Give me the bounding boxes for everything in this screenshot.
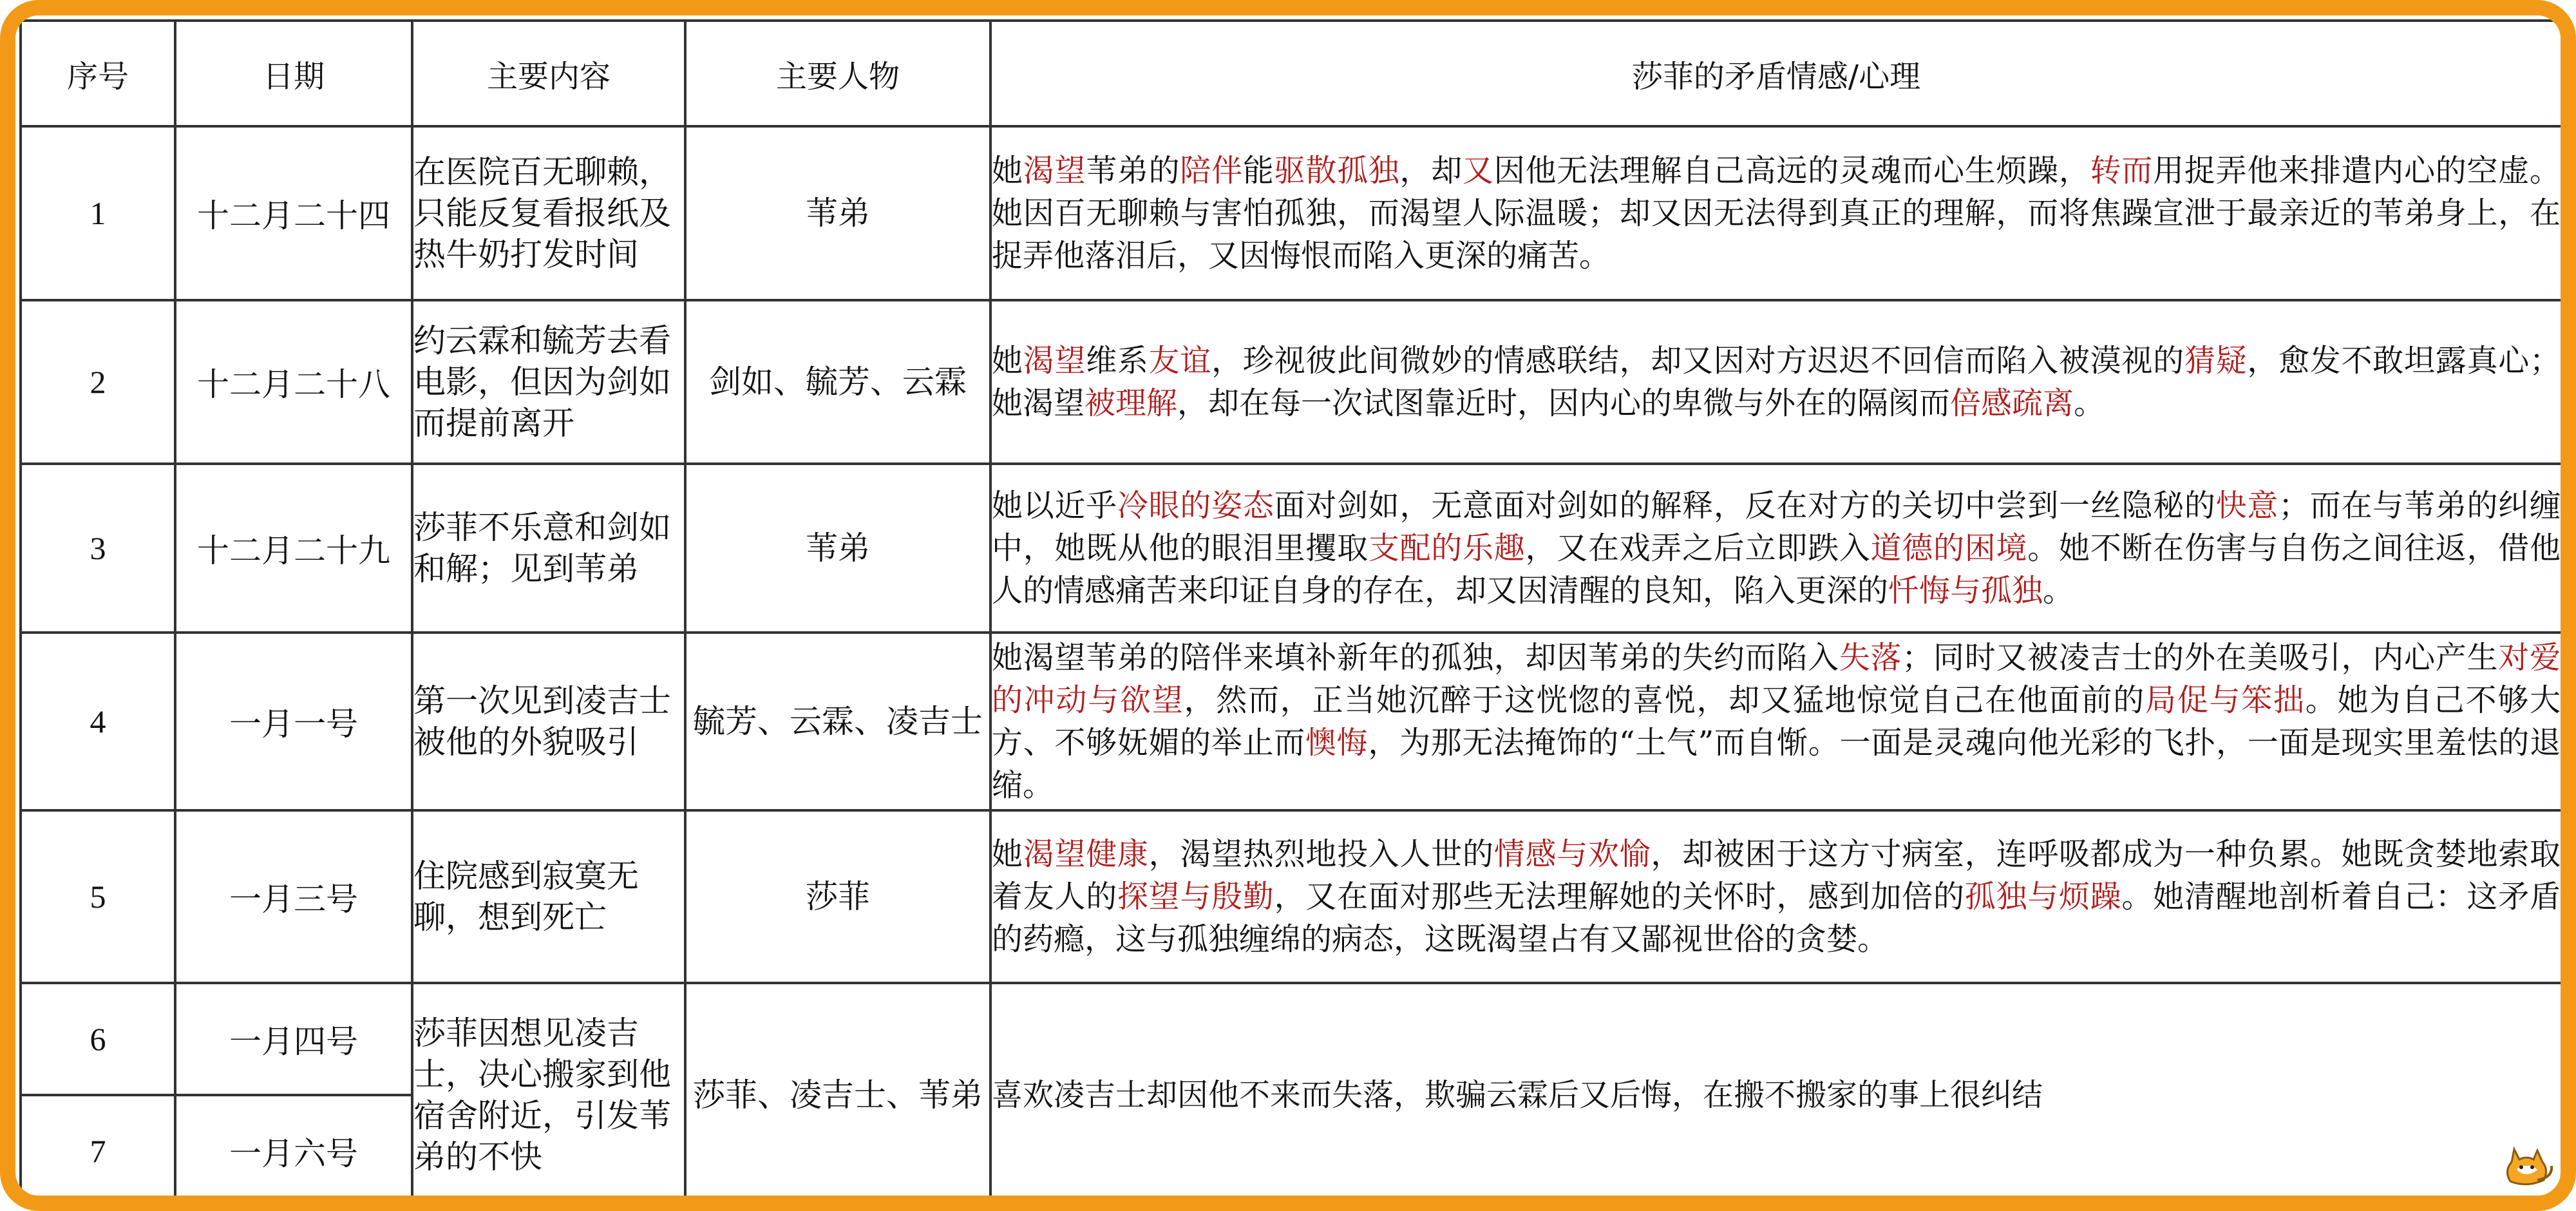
highlight-phrase: 又 [1463,153,1494,189]
text-segment: 。 [2043,573,2074,609]
header-persons: 主要人物 [685,21,990,126]
row-emotion [990,810,2562,983]
row-date: 一月一号 [175,633,412,810]
highlight-phrase: 驱散孤独 [1274,153,1400,189]
row-content: 约云霖和毓芳去看电影，但因为剑如而提前离开 [412,300,685,464]
row-index: 4 [21,633,175,810]
highlight-phrase: 对爱的冲动与欲望 [992,640,2561,718]
row-date: 一月四号 [175,983,412,1095]
text-segment: 因他无法理解自己高远的灵魂而心生烦躁， [1493,153,2090,189]
row-index: 3 [21,464,175,633]
header-content: 主要内容 [412,21,685,126]
text-segment: ，渴望热烈地投入人世的 [1148,836,1494,872]
row-persons: 莎菲、凌吉士、苇弟 [685,983,990,1207]
row-index: 2 [21,300,175,464]
highlight-phrase: 冷眼的姿态 [1117,488,1274,524]
highlight-phrase: 探望与殷勤 [1117,879,1274,915]
row-date: 十二月二十四 [175,126,412,300]
text-segment: 。她为自己不够大方、不够妩媚的举止而 [992,682,2561,761]
row-index: 5 [21,810,175,983]
text-segment: ，为那无法掩饰的“土气”而自惭。一面是灵魂向他光彩的飞扑，一面是现实里羞怯的退缩。 [992,725,2561,803]
highlight-phrase: 支配的乐趣 [1368,530,1526,566]
row-persons: 莎菲 [685,810,990,983]
text-segment: 她 [992,836,1023,872]
highlight-phrase: 懊悔 [1305,725,1368,761]
table-row [21,983,2562,1095]
text-segment: ，却在每一次试图靠近时，因内心的卑微与外在的隔阂而 [1177,385,1951,421]
row-persons: 剑如、毓芳、云霖 [685,300,990,464]
row-date: 十二月二十九 [175,464,412,633]
text-segment: 她 [992,343,1023,379]
row-index: 1 [21,126,175,300]
text-segment: 维系 [1086,343,1149,379]
fox-mascot-icon [2497,1125,2555,1189]
highlight-phrase: 孤独与烦躁 [1964,879,2122,915]
row-index: 7 [21,1095,175,1207]
highlight-phrase: 渴望 [1023,153,1086,189]
row-index: 6 [21,983,175,1095]
highlight-phrase: 道德的困境 [1870,530,2028,566]
highlight-phrase: 局促与笨拙 [2145,682,2306,718]
row-emotion: 喜欢凌吉士却因他不来而失落，欺骗云霖后又后悔，在搬不搬家的事上很纠结 [990,983,2562,1207]
text-segment: ；同时又被凌吉士的外在美吸引，内心产生 [1902,640,2499,676]
text-segment: 。 [2074,385,2105,421]
text-segment: ，又在戏弄之后立即跌入 [1525,530,1871,566]
highlight-phrase: 失落 [1839,640,1902,676]
text-segment: ，珍视彼此间微妙的情感联结，却又因对方迟迟不回信而陷入被漠视的 [1211,343,2184,379]
text-segment: 苇弟的 [1086,153,1180,189]
header-row [21,21,2562,126]
highlight-phrase: 友谊 [1148,343,1212,379]
text-segment: ，却 [1399,153,1463,189]
highlight-phrase: 倍感疏离 [1950,385,2074,421]
row-emotion [990,633,2562,810]
emotion-table [19,19,2563,1208]
row-emotion [990,464,2562,633]
table-row [21,633,2562,810]
highlight-phrase: 渴望健康 [1023,836,1149,872]
row-content: 第一次见到凌吉士被他的外貌吸引 [412,633,685,810]
text-segment: 。她不断在伤害与自伤之间往返，借他人的情感痛苦来印证自身的存在，却又因清醒的良知，陷入更深的 [992,530,2561,609]
row-persons: 苇弟 [685,126,990,300]
text-segment: ，愈发不敢坦露真心；她渴望 [992,343,2561,421]
header-date: 日期 [175,21,412,126]
highlight-phrase: 渴望 [1023,343,1086,379]
highlight-phrase: 猜疑 [2184,343,2248,379]
table-row [21,300,2562,464]
highlight-phrase: 转而 [2090,153,2154,189]
highlight-phrase: 陪伴 [1180,153,1243,189]
highlight-phrase: 情感与欢愉 [1493,836,1651,872]
row-date: 一月三号 [175,810,412,983]
row-content: 住院感到寂寞无聊，想到死亡 [412,810,685,983]
row-persons: 苇弟 [685,464,990,633]
row-date: 十二月二十八 [175,300,412,464]
header-emotion: 莎菲的矛盾情感/心理 [990,21,2562,126]
table-row [21,810,2562,983]
text-segment: ，又在面对那些无法理解她的关怀时，感到加倍的 [1274,879,1965,915]
highlight-phrase: 快意 [2215,488,2279,524]
table-row [21,126,2562,300]
row-persons: 毓芳、云霖、凌吉士 [685,633,990,810]
row-content: 在医院百无聊赖，只能反复看报纸及热牛奶打发时间 [412,126,685,300]
row-content: 莎菲不乐意和剑如和解；见到苇弟 [412,464,685,633]
highlight-phrase: 忏悔与孤独 [1888,573,2043,609]
text-segment: ，却被困于这方寸病室，连呼吸都成为一种负累。她既贪婪地索取着友人的 [992,836,2561,915]
text-segment: 面对剑如，无意面对剑如的解释，反在对方的关切中尝到一丝隐秘的 [1274,488,2216,524]
text-segment: 她以近乎 [992,488,1117,524]
row-content: 莎菲因想见凌吉士，决心搬家到他宿舍附近，引发苇弟的不快 [412,983,685,1207]
text-segment: 她 [992,153,1023,189]
highlight-phrase: 被理解 [1084,385,1178,421]
text-segment: 能 [1242,153,1274,189]
text-segment: ；而在与苇弟的纠缠中，她既从他的眼泪里攫取 [992,488,2561,566]
table-row [21,464,2562,633]
row-emotion [990,300,2562,464]
header-index: 序号 [21,21,175,126]
text-segment: 。她清醒地剖析着自己：这矛盾的药瘾，这与孤独缠绵的病态，这既渴望占有又鄙视世俗的贪婪。 [992,879,2561,957]
text-segment: 用捉弄他来排遣内心的空虚。她因百无聊赖与害怕孤独，而渴望人际温暖；却又因无法得到真正的理解，而将焦躁宣泄于最亲近的苇弟身上，在捉弄他落泪后，又因悔恨而陷入更深的痛苦。 [992,153,2561,274]
row-emotion [990,126,2562,300]
text-segment: 她渴望苇弟的陪伴来填补新年的孤独，却因苇弟的失约而陷入 [992,640,1839,676]
row-date: 一月六号 [175,1095,412,1207]
text-segment: ，然而，正当她沉醉于这恍惚的喜悦，却又猛地惊觉自己在他面前的 [1184,682,2145,718]
